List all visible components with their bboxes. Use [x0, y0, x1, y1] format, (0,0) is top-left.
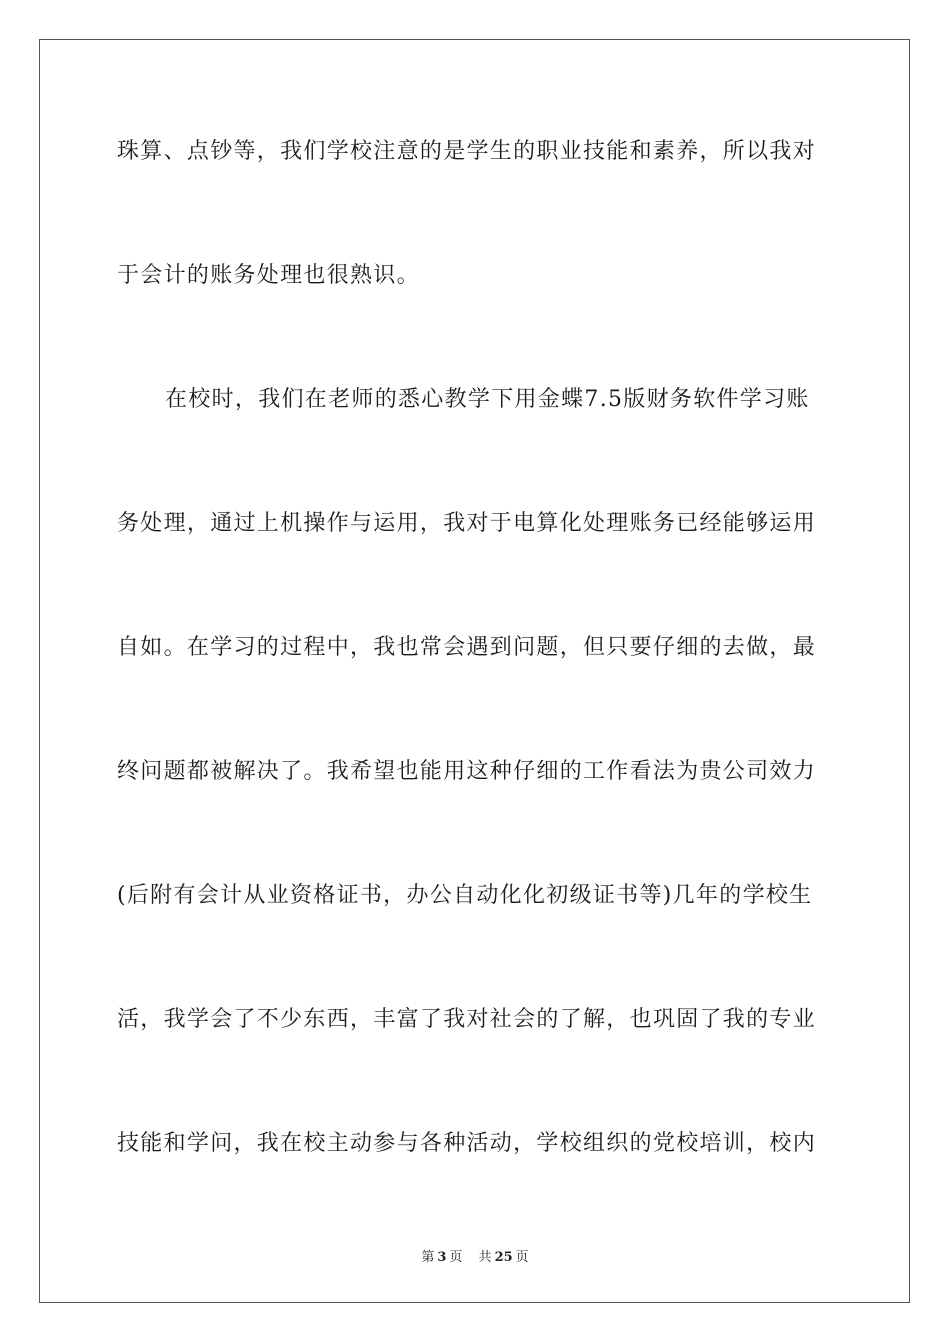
body-line-4: 务处理，通过上机操作与运用，我对于电算化处理账务已经能够运用 [117, 511, 817, 536]
page-border [39, 39, 910, 1303]
body-line-6: 终问题都被解决了。我希望也能用这种仔细的工作看法为贵公司效力 [117, 759, 817, 784]
page-suffix: 页 [449, 1250, 463, 1265]
total-prefix: 共 [478, 1250, 492, 1265]
page-number [418, 1250, 465, 1265]
page-prefix: 第 [421, 1250, 435, 1265]
body-line-2: 于会计的账务处理也很熟识。 [117, 263, 420, 288]
total-suffix: 页 [515, 1250, 529, 1265]
page-footer [0, 1246, 950, 1265]
total-pages: 25 [494, 1250, 513, 1265]
body-line-1: 珠算、点钞等，我们学校注意的是学生的职业技能和素养，所以我对 [117, 139, 817, 164]
body-line-8: 活，我学会了不少东西，丰富了我对社会的了解，也巩固了我的专业 [117, 1007, 817, 1032]
body-line-7: (后附有会计从业资格证书，办公自动化化初级证书等)几年的学校生 [117, 883, 813, 908]
current-page: 3 [437, 1250, 447, 1265]
body-line-3-paragraph-start: 在校时，我们在老师的悉心教学下用金蝶7.5版财务软件学习账 [165, 387, 810, 412]
body-line-9: 技能和学问，我在校主动参与各种活动，学校组织的党校培训，校内 [117, 1131, 817, 1156]
page-total [476, 1250, 532, 1265]
body-line-5: 自如。在学习的过程中，我也常会遇到问题，但只要仔细的去做，最 [117, 635, 817, 660]
